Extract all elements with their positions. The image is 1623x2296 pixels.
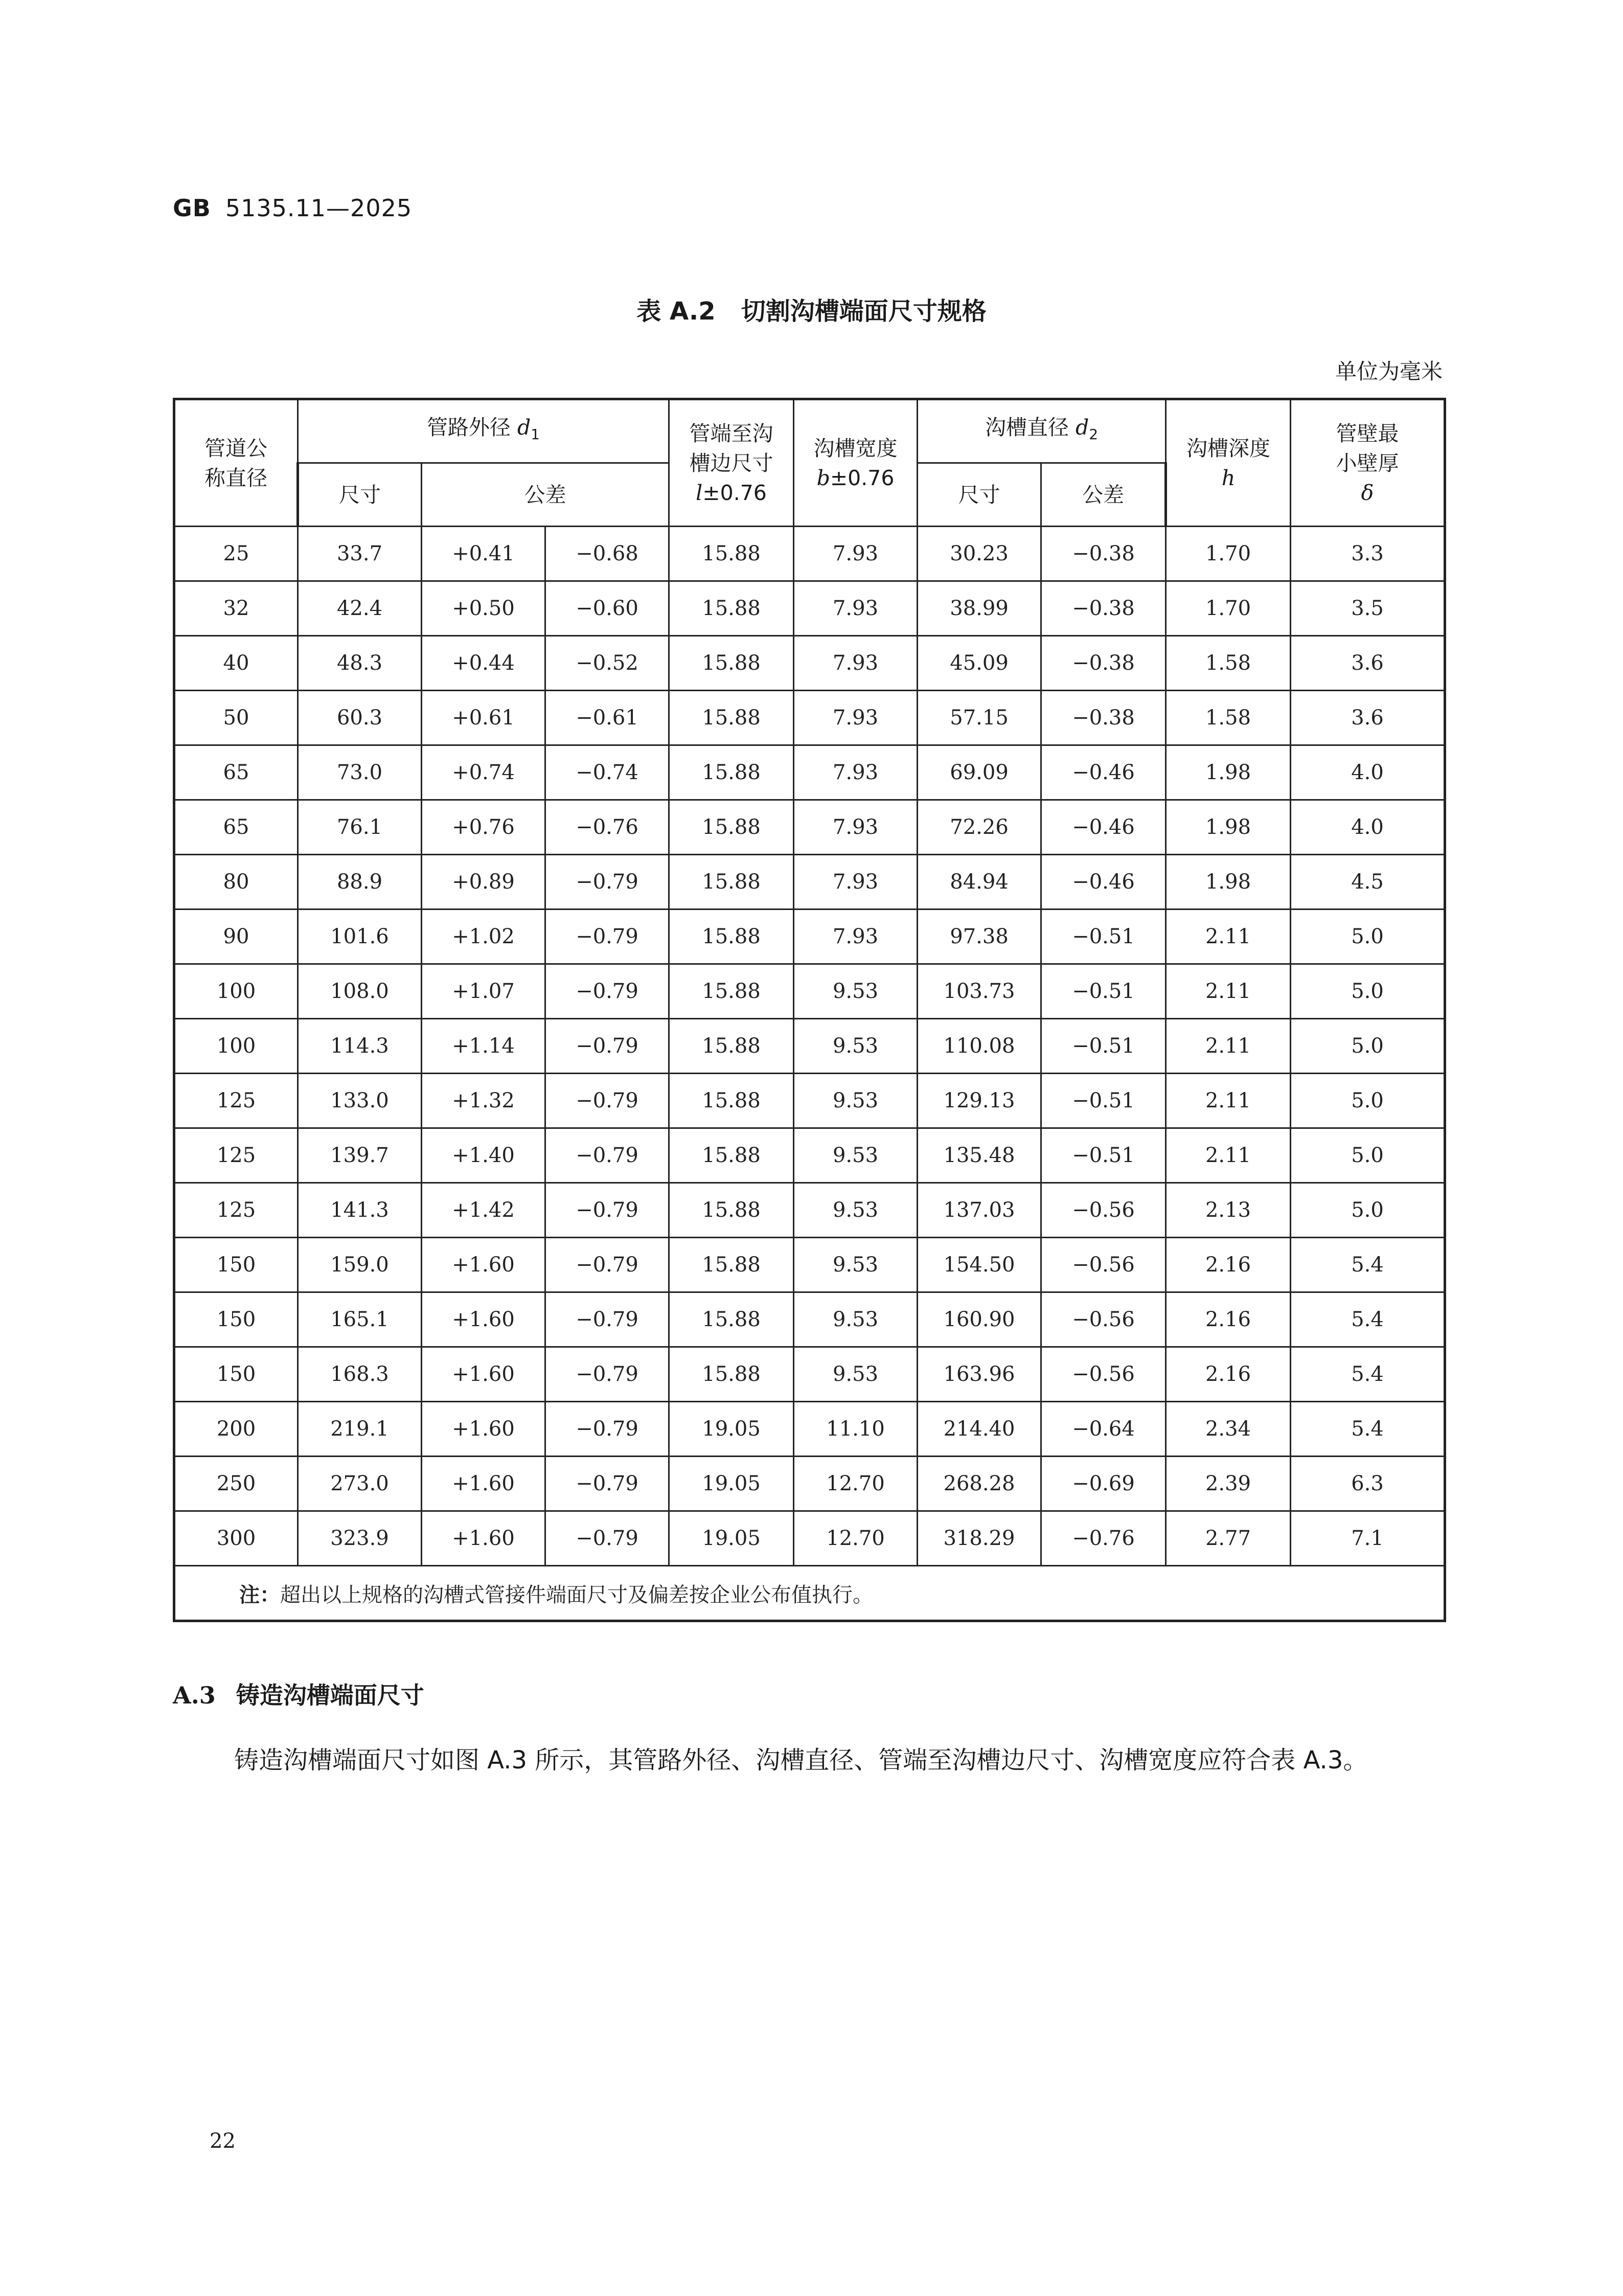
- table-note: [174, 1566, 1445, 1621]
- header-symbol: δ: [1361, 480, 1374, 505]
- table-cell: 7.93: [794, 855, 918, 910]
- table-cell: 60.3: [298, 691, 422, 745]
- table-cell: 273.0: [298, 1457, 422, 1511]
- table-cell: +1.42: [422, 1183, 545, 1238]
- table-cell: +1.14: [422, 1019, 545, 1074]
- table-cell: 15.88: [669, 581, 794, 636]
- table-cell: 7.93: [794, 800, 918, 855]
- table-cell: 97.38: [918, 910, 1041, 964]
- table-cell: 108.0: [298, 964, 422, 1019]
- table-cell: 2.13: [1166, 1183, 1291, 1238]
- table-cell: 45.09: [918, 636, 1041, 691]
- table-cell: 9.53: [794, 1238, 918, 1292]
- table-cell: 2.77: [1166, 1511, 1291, 1566]
- table-cell: 2.11: [1166, 964, 1291, 1019]
- table-cell: 4.5: [1291, 855, 1445, 910]
- table-cell: +1.32: [422, 1074, 545, 1128]
- table-cell: 125: [174, 1074, 298, 1128]
- table-cell: −0.38: [1041, 636, 1166, 691]
- table-cell: 7.93: [794, 581, 918, 636]
- section-paragraph: 铸造沟槽端面尺寸如图 A.3 所示，其管路外径、沟槽直径、管端至沟槽边尺寸、沟槽宽度应符合表 A.3。: [234, 1746, 1368, 1775]
- table-cell: +1.60: [422, 1402, 545, 1457]
- table-cell: 19.05: [669, 1511, 794, 1566]
- header-text: 管道公: [204, 436, 267, 461]
- table-row: [174, 855, 1445, 910]
- table-row: [174, 1292, 1445, 1347]
- header-symbol: b: [816, 465, 830, 490]
- table-cell: 4.0: [1291, 745, 1445, 800]
- table-cell: 9.53: [794, 1347, 918, 1402]
- table-cell: 25: [174, 527, 298, 581]
- table-row: [174, 1511, 1445, 1566]
- table-cell: 2.34: [1166, 1402, 1291, 1457]
- table-cell: 300: [174, 1511, 298, 1566]
- table-cell: 9.53: [794, 1183, 918, 1238]
- table-cell: 168.3: [298, 1347, 422, 1402]
- table-cell: 15.88: [669, 1128, 794, 1183]
- table-cell: 137.03: [918, 1183, 1041, 1238]
- table-cell: +1.60: [422, 1292, 545, 1347]
- table-cell: −0.68: [545, 527, 669, 581]
- section-heading: [173, 1677, 424, 1711]
- header-min-wall-thickness: [1291, 399, 1445, 527]
- table-cell: −0.79: [545, 1511, 669, 1566]
- table-cell: −0.79: [545, 1128, 669, 1183]
- table-cell: 154.50: [918, 1238, 1041, 1292]
- table-cell: −0.79: [545, 1074, 669, 1128]
- table-cell: 15.88: [669, 1074, 794, 1128]
- table-cell: 33.7: [298, 527, 422, 581]
- table-cell: 125: [174, 1128, 298, 1183]
- table-cell: +1.60: [422, 1457, 545, 1511]
- table-cell: −0.46: [1041, 855, 1166, 910]
- table-cell: 15.88: [669, 964, 794, 1019]
- table-cell: 1.58: [1166, 636, 1291, 691]
- table-row: [174, 910, 1445, 964]
- standard-id: [173, 194, 412, 222]
- table-cell: +0.89: [422, 855, 545, 910]
- table-cell: −0.79: [545, 1347, 669, 1402]
- table-row: [174, 1019, 1445, 1074]
- table-cell: −0.79: [545, 1402, 669, 1457]
- section-title: 铸造沟槽端面尺寸: [236, 1681, 424, 1709]
- table-cell: −0.69: [1041, 1457, 1166, 1511]
- table-cell: −0.60: [545, 581, 669, 636]
- header-text: 沟槽深度: [1186, 436, 1271, 461]
- header-tolerance: ±0.76: [830, 465, 895, 490]
- table-row: [174, 527, 1445, 581]
- table-cell: 3.6: [1291, 636, 1445, 691]
- table-cell: 5.0: [1291, 1183, 1445, 1238]
- table-cell: 7.93: [794, 527, 918, 581]
- table-title-text: 切割沟槽端面尺寸规格: [741, 297, 987, 326]
- table-row: [174, 1183, 1445, 1238]
- table-cell: 110.08: [918, 1019, 1041, 1074]
- table-cell: +1.02: [422, 910, 545, 964]
- table-cell: 5.4: [1291, 1292, 1445, 1347]
- table-cell: 38.99: [918, 581, 1041, 636]
- table-cell: −0.51: [1041, 910, 1166, 964]
- table-cell: 200: [174, 1402, 298, 1457]
- header-groove-diameter: [918, 399, 1166, 463]
- table-cell: +0.50: [422, 581, 545, 636]
- table-cell: 65: [174, 745, 298, 800]
- table-cell: 150: [174, 1292, 298, 1347]
- standard-number: 5135.11—2025: [225, 194, 413, 222]
- header-text: 称直径: [204, 465, 267, 490]
- table-cell: 30.23: [918, 527, 1041, 581]
- page-number: 22: [210, 2129, 236, 2153]
- table-cell: −0.61: [545, 691, 669, 745]
- header-tolerance: ±0.76: [702, 480, 767, 505]
- table-cell: −0.79: [545, 1019, 669, 1074]
- table-cell: 4.0: [1291, 800, 1445, 855]
- table-cell: 7.1: [1291, 1511, 1445, 1566]
- table-cell: 214.40: [918, 1402, 1041, 1457]
- table-cell: 32: [174, 581, 298, 636]
- table-cell: +0.41: [422, 527, 545, 581]
- table-cell: 9.53: [794, 1292, 918, 1347]
- table-cell: −0.46: [1041, 745, 1166, 800]
- table-cell: 1.58: [1166, 691, 1291, 745]
- header-text: 管路外径: [426, 415, 511, 440]
- table-cell: −0.56: [1041, 1238, 1166, 1292]
- header-text: 小壁厚: [1336, 450, 1399, 475]
- table-cell: 1.98: [1166, 800, 1291, 855]
- table-cell: 2.16: [1166, 1347, 1291, 1402]
- table-cell: 1.70: [1166, 527, 1291, 581]
- table-cell: 5.0: [1291, 1128, 1445, 1183]
- table-cell: −0.56: [1041, 1347, 1166, 1402]
- table-cell: 73.0: [298, 745, 422, 800]
- header-text: 沟槽宽度: [813, 436, 898, 461]
- header-text: 沟槽直径: [985, 415, 1069, 440]
- table-cell: 1.70: [1166, 581, 1291, 636]
- table-cell: +1.60: [422, 1511, 545, 1566]
- table-cell: 15.88: [669, 745, 794, 800]
- table-cell: −0.51: [1041, 1128, 1166, 1183]
- table-cell: 76.1: [298, 800, 422, 855]
- table-cell: 15.88: [669, 1292, 794, 1347]
- table-cell: 9.53: [794, 964, 918, 1019]
- table-cell: +1.40: [422, 1128, 545, 1183]
- table-body: [174, 527, 1445, 1621]
- table-cell: 268.28: [918, 1457, 1041, 1511]
- table-cell: 323.9: [298, 1511, 422, 1566]
- table-cell: 19.05: [669, 1402, 794, 1457]
- header-groove-width: [794, 399, 918, 527]
- table-cell: 5.0: [1291, 1019, 1445, 1074]
- table-cell: −0.79: [545, 1183, 669, 1238]
- header-nominal-diameter: [174, 399, 298, 527]
- table-cell: 57.15: [918, 691, 1041, 745]
- table-cell: 2.16: [1166, 1292, 1291, 1347]
- table-cell: 159.0: [298, 1238, 422, 1292]
- header-outer-size: 尺寸: [298, 463, 422, 527]
- table-cell: 114.3: [298, 1019, 422, 1074]
- header-symbol: l: [696, 480, 703, 505]
- header-symbol: d: [517, 415, 531, 440]
- table-cell: 15.88: [669, 527, 794, 581]
- table-cell: −0.79: [545, 1457, 669, 1511]
- table-cell: 15.88: [669, 855, 794, 910]
- table-cell: −0.79: [545, 910, 669, 964]
- table-cell: 141.3: [298, 1183, 422, 1238]
- table-cell: 163.96: [918, 1347, 1041, 1402]
- table-cell: 2.11: [1166, 910, 1291, 964]
- table-cell: 9.53: [794, 1019, 918, 1074]
- table-cell: 7.93: [794, 745, 918, 800]
- table-cell: 165.1: [298, 1292, 422, 1347]
- table-cell: 2.16: [1166, 1238, 1291, 1292]
- table-note-row: [174, 1566, 1445, 1621]
- table-cell: −0.51: [1041, 1019, 1166, 1074]
- table-cell: 1.98: [1166, 855, 1291, 910]
- table-cell: 50: [174, 691, 298, 745]
- table-cell: 5.0: [1291, 910, 1445, 964]
- table-row: [174, 1402, 1445, 1457]
- table-cell: −0.56: [1041, 1292, 1166, 1347]
- table-cell: −0.51: [1041, 1074, 1166, 1128]
- table-row: [174, 691, 1445, 745]
- table-cell: 90: [174, 910, 298, 964]
- table-cell: 139.7: [298, 1128, 422, 1183]
- table-row: [174, 581, 1445, 636]
- table-cell: 160.90: [918, 1292, 1041, 1347]
- table-cell: 12.70: [794, 1511, 918, 1566]
- table-cell: −0.79: [545, 855, 669, 910]
- table-cell: 15.88: [669, 910, 794, 964]
- table-cell: 5.4: [1291, 1238, 1445, 1292]
- table-cell: 15.88: [669, 1347, 794, 1402]
- table-cell: 65: [174, 800, 298, 855]
- table-cell: 80: [174, 855, 298, 910]
- table-cell: 72.26: [918, 800, 1041, 855]
- table-cell: −0.56: [1041, 1183, 1166, 1238]
- table-cell: 219.1: [298, 1402, 422, 1457]
- table-cell: 103.73: [918, 964, 1041, 1019]
- header-outer-diameter: [298, 399, 669, 463]
- header-symbol: h: [1221, 465, 1236, 490]
- header-subscript: 1: [531, 426, 540, 443]
- table-cell: 3.3: [1291, 527, 1445, 581]
- table-cell: 125: [174, 1183, 298, 1238]
- header-groove-depth: [1166, 399, 1291, 527]
- table-cell: −0.52: [545, 636, 669, 691]
- table-cell: 100: [174, 964, 298, 1019]
- table-cell: −0.38: [1041, 581, 1166, 636]
- table-row: [174, 636, 1445, 691]
- header-groove-size: 尺寸: [918, 463, 1041, 527]
- table-cell: 5.4: [1291, 1347, 1445, 1402]
- table-cell: 6.3: [1291, 1457, 1445, 1511]
- table-cell: −0.38: [1041, 527, 1166, 581]
- table-cell: 3.5: [1291, 581, 1445, 636]
- table-cell: 11.10: [794, 1402, 918, 1457]
- table-row: [174, 1457, 1445, 1511]
- table-cell: 12.70: [794, 1457, 918, 1511]
- table-cell: −0.51: [1041, 964, 1166, 1019]
- table-cell: +0.44: [422, 636, 545, 691]
- table-row: [174, 964, 1445, 1019]
- table-cell: 150: [174, 1347, 298, 1402]
- table-cell: 7.93: [794, 910, 918, 964]
- table-cell: 1.98: [1166, 745, 1291, 800]
- spec-table: [173, 398, 1446, 1622]
- table-cell: 15.88: [669, 1183, 794, 1238]
- table-cell: 101.6: [298, 910, 422, 964]
- table-cell: −0.76: [545, 800, 669, 855]
- table-cell: 5.0: [1291, 964, 1445, 1019]
- table-cell: 5.0: [1291, 1074, 1445, 1128]
- table-cell: 2.11: [1166, 1128, 1291, 1183]
- header-groove-tolerance: 公差: [1041, 463, 1166, 527]
- header-text: 槽边尺寸: [689, 450, 773, 475]
- table-cell: −0.79: [545, 1292, 669, 1347]
- table-cell: 69.09: [918, 745, 1041, 800]
- standard-prefix: GB: [173, 194, 211, 222]
- table-cell: 19.05: [669, 1457, 794, 1511]
- header-subscript: 2: [1089, 426, 1099, 443]
- header-text: 管端至沟: [689, 421, 773, 446]
- note-text: 超出以上规格的沟槽式管接件端面尺寸及偏差按企业公布值执行。: [280, 1583, 873, 1607]
- table-cell: 7.93: [794, 691, 918, 745]
- table-cell: 2.39: [1166, 1457, 1291, 1511]
- header-text: 管壁最: [1336, 421, 1399, 446]
- table-cell: 129.13: [918, 1074, 1041, 1128]
- table-title: [0, 291, 1623, 327]
- table-cell: 3.6: [1291, 691, 1445, 745]
- table-cell: +1.60: [422, 1238, 545, 1292]
- table-cell: 9.53: [794, 1128, 918, 1183]
- table-cell: −0.46: [1041, 800, 1166, 855]
- table-cell: 15.88: [669, 1238, 794, 1292]
- table-row: [174, 1074, 1445, 1128]
- table-cell: +1.07: [422, 964, 545, 1019]
- header-outer-tolerance: 公差: [422, 463, 669, 527]
- table-cell: 88.9: [298, 855, 422, 910]
- table-cell: 250: [174, 1457, 298, 1511]
- table-row: [174, 745, 1445, 800]
- table-cell: 135.48: [918, 1128, 1041, 1183]
- table-cell: 15.88: [669, 1019, 794, 1074]
- table-row: [174, 1128, 1445, 1183]
- section-number: A.3: [173, 1681, 216, 1709]
- table-cell: 100: [174, 1019, 298, 1074]
- table-row: [174, 1238, 1445, 1292]
- table-row: [174, 1347, 1445, 1402]
- table-cell: +0.74: [422, 745, 545, 800]
- table-cell: 42.4: [298, 581, 422, 636]
- table-cell: −0.38: [1041, 691, 1166, 745]
- table-number: 表 A.2: [636, 297, 716, 326]
- table-cell: −0.79: [545, 1238, 669, 1292]
- table-cell: 48.3: [298, 636, 422, 691]
- table-cell: 318.29: [918, 1511, 1041, 1566]
- note-label: 注：: [239, 1583, 280, 1607]
- header-pipe-end-distance: [669, 399, 794, 527]
- table-cell: 9.53: [794, 1074, 918, 1128]
- table-cell: +0.76: [422, 800, 545, 855]
- table-cell: 84.94: [918, 855, 1041, 910]
- table-cell: 150: [174, 1238, 298, 1292]
- table-cell: 15.88: [669, 691, 794, 745]
- table-cell: −0.64: [1041, 1402, 1166, 1457]
- table-cell: +0.61: [422, 691, 545, 745]
- table-cell: 15.88: [669, 800, 794, 855]
- table-cell: 2.11: [1166, 1019, 1291, 1074]
- table-cell: 40: [174, 636, 298, 691]
- table-cell: 2.11: [1166, 1074, 1291, 1128]
- table-cell: −0.74: [545, 745, 669, 800]
- table-row: [174, 800, 1445, 855]
- table-cell: 133.0: [298, 1074, 422, 1128]
- table-cell: −0.79: [545, 964, 669, 1019]
- table-cell: 7.93: [794, 636, 918, 691]
- table-cell: +1.60: [422, 1347, 545, 1402]
- table-cell: 15.88: [669, 636, 794, 691]
- table-cell: −0.76: [1041, 1511, 1166, 1566]
- unit-note: 单位为毫米: [1335, 359, 1443, 384]
- header-symbol: d: [1076, 415, 1089, 440]
- table-cell: 5.4: [1291, 1402, 1445, 1457]
